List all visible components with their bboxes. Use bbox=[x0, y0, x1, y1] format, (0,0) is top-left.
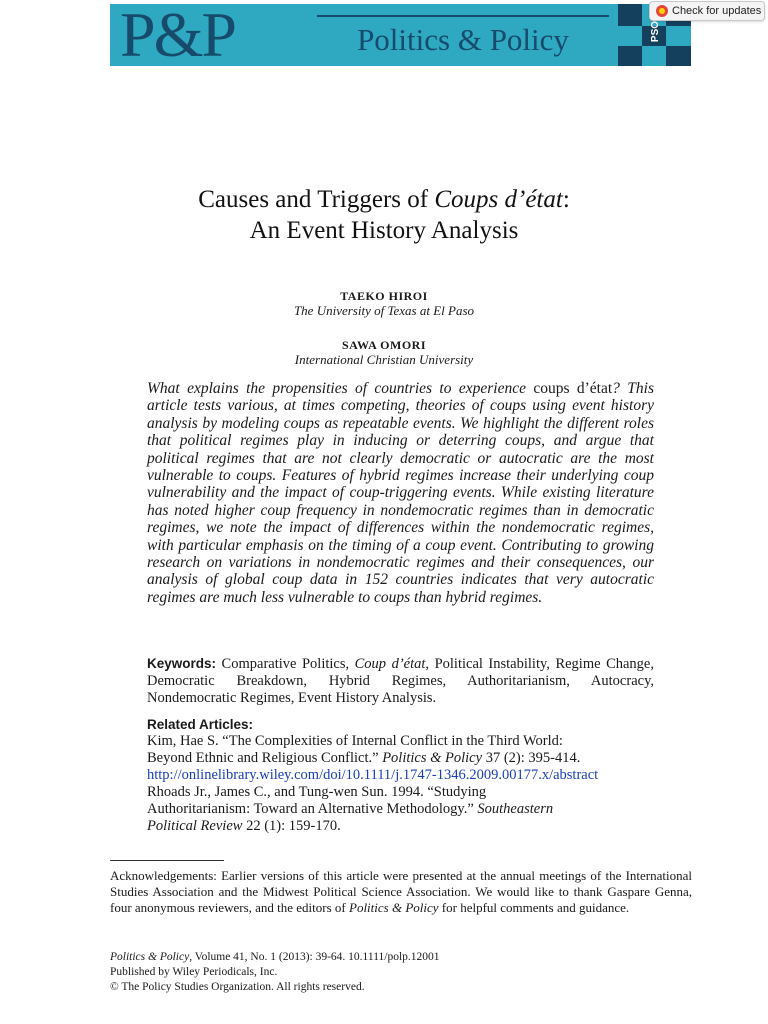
journal-title: Politics & Policy bbox=[357, 22, 569, 57]
publication-info bbox=[110, 950, 692, 995]
author-name: TAEKO HIROI bbox=[340, 289, 428, 303]
author-affiliation: International Christian University bbox=[294, 352, 474, 367]
copyright-line: © The Policy Studies Organization. All rights reserved. bbox=[110, 981, 365, 993]
acknowledgements-footnote: Acknowledgements: Earlier versions of this article were presented at the annual meetings of the International Studies Association and the Midwest Political Science Association. We would like to thank Gaspare Genna, four anonymous reviewers, and the editors of Politics & Policy for helpful comments and guidance. bbox=[110, 868, 692, 915]
journal-banner bbox=[110, 0, 618, 70]
reference-1: Kim, Hae S. “The Complexities of Internal Conflict in the Third World: Beyond Ethnic and Religious Conflict.” Politics & Policy 37 (2): 395-414. http://onlinelibrary.wiley.com/doi/10.1111/j.1747-1346.2009.00177.x/abstract bbox=[147, 733, 599, 783]
check-for-updates-label: Check for updates bbox=[672, 5, 762, 17]
author-affiliation: The University of Texas at El Paso bbox=[293, 303, 475, 318]
keywords: Keywords: Comparative Politics, Coup d’état, Political Instability, Regime Change, Democratic Breakdown, Hybrid Regimes, Authoritarianism, Autocracy, Nondemocratic Regimes, Event History Analysis. bbox=[147, 656, 654, 706]
crossmark-icon bbox=[656, 5, 668, 17]
footnote-rule bbox=[110, 860, 224, 861]
reference-2: Rhoads Jr., James C., and Tung-wen Sun. 1994. “Studying Authoritarianism: Toward an Alternative Methodology.” Southeastern Political Review 22 (1): 159-170. bbox=[147, 784, 554, 834]
related-articles bbox=[147, 716, 677, 835]
citation-line: Politics & Policy, Volume 41, No. 1 (2013): 39-64. 10.1111/polp.12001 bbox=[110, 951, 440, 963]
article-title-line1: Causes and Triggers of Coups d’état: bbox=[198, 186, 570, 213]
related-articles-heading: Related Articles: bbox=[147, 717, 254, 732]
banner-rule bbox=[317, 15, 609, 17]
reference-1-link[interactable]: http://onlinelibrary.wiley.com/doi/10.1111/j.1747-1346.2009.00177.x/abstract bbox=[147, 767, 599, 783]
abstract: What explains the propensities of countries to experience coups d’état? This article tests various, at times competing, theories of coups using event history analysis by modeling coups as repeatable events. We highlight the different roles that political regimes play in inducing or deterring coups, and argue that political regimes that are not clearly democratic or autocratic are the most vulnerable to coups. Features of hybrid regimes increase their underlying coup vulnerability and the impact of coup-triggering events. While existing literature has noted higher coup frequency in nondemocratic regimes than in democratic regimes, we note the impact of differences within the nondemocratic regimes, with particular emphasis on the timing of a coup event. Contributing to growing research on variations in nondemocratic regimes and their consequences, our analysis of global coup data in 152 countries indicates that very autocratic regimes are much less vulnerable to coups than hybrid regimes. bbox=[147, 380, 654, 606]
author-name: SAWA OMORI bbox=[341, 338, 426, 352]
article-title-line2: An Event History Analysis bbox=[249, 217, 519, 244]
pso-label: PSO bbox=[650, 20, 662, 43]
keywords-label: Keywords: bbox=[147, 656, 217, 671]
title-italic: Coups d’état bbox=[434, 186, 563, 213]
check-for-updates-button[interactable] bbox=[649, 1, 765, 21]
publisher-line: Published by Wiley Periodicals, Inc. bbox=[110, 966, 278, 978]
journal-logo: P&P bbox=[120, 0, 235, 70]
